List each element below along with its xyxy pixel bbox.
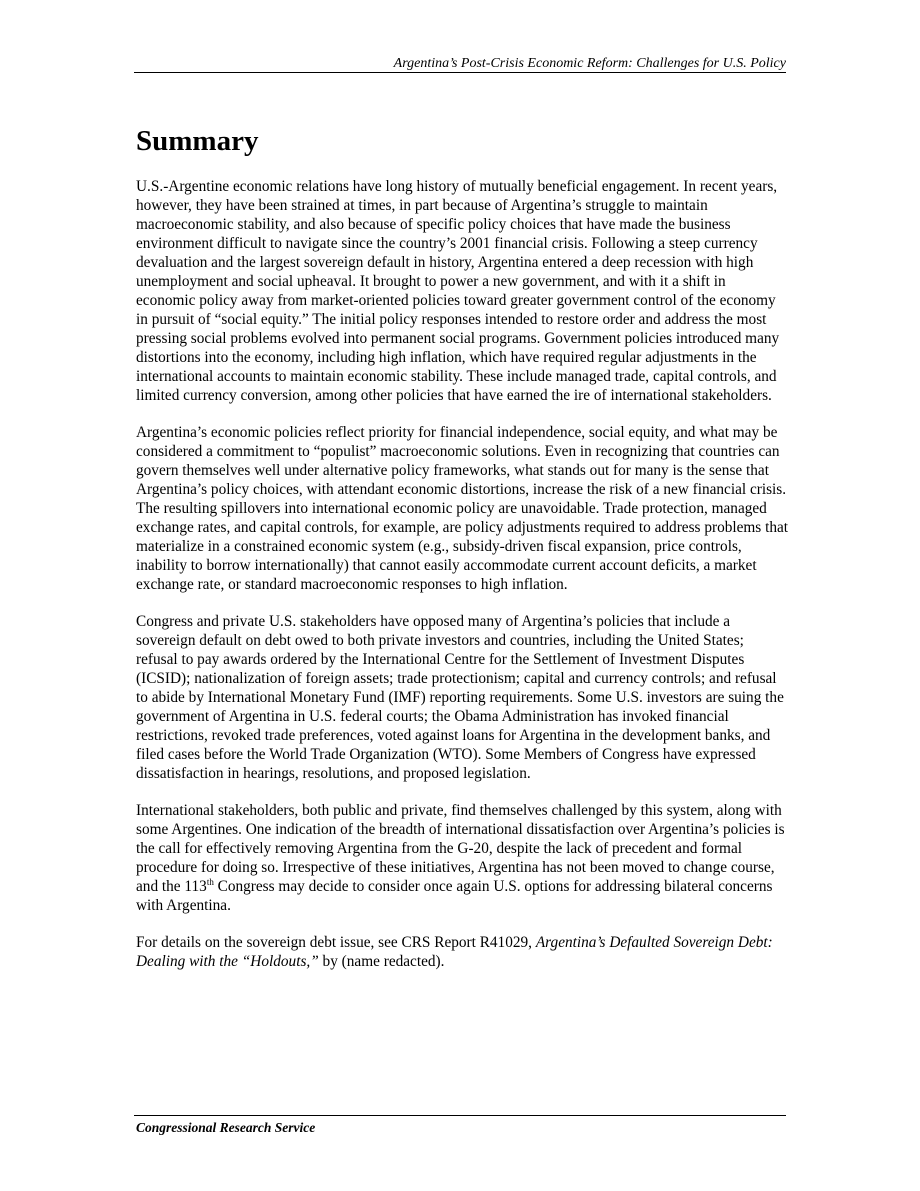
paragraph-4-text-start: International stakeholders, both public and private, find themselves challenged by this system, along with some Argentines. One indication of the breadth of international dissatisfaction over Argentina’s policies is the call for effectively removing Argentina from the G-20, despite the lack of precedent and formal procedure for doing so. Irrespective of these initiatives, Argentina has not been moved to change course, and the 113 — [136, 802, 785, 895]
paragraph-3: Congress and private U.S. stakeholders have opposed many of Argentina’s policies that include a sovereign default on debt owed to both private investors and countries, including the United States; refusal to pay awards ordered by the International Centre for the Settlement of Investment Disputes (ICSID); nationalization of foreign assets; trade protectionism; capital and currency controls; and refusal to abide by International Monetary Fund (IMF) reporting requirements. Some U.S. investors are suing the government of Argentina in U.S. federal courts; the Obama Administration has invoked financial restrictions, revoked trade preferences, voted against loans for Argentina in the development banks, and filed cases before the World Trade Organization (WTO). Some Members of Congress have expressed dissatisfaction in hearings, resolutions, and proposed legislation. — [136, 613, 784, 782]
paragraph-5-text-start: For details on the sovereign debt issue, see CRS Report R41029, — [136, 934, 536, 951]
paragraph-1: U.S.-Argentine economic relations have long history of mutually beneficial engagement. In recent years, however, they have been strained at times, in part because of Argentina’s struggle to maintain macroeconomic stability, and also because of specific policy choices that have made the business environment difficult to navigate since the country’s 2001 financial crisis. Following a steep currency devaluation and the largest sovereign default in history, Argentina entered a deep recession with high unemployment and social upheaval. It brought to power a new government, and with it a shift in economic policy away from market-oriented policies toward greater government control of the economy in pursuit of “social equity.” The initial policy responses intended to restore order and address the most pressing social problems evolved into permanent social programs. Government policies introduced many distortions into the economy, including high inflation, which have required regular adjustments in the international accounts to maintain economic stability. These include managed trade, capital controls, and limited currency conversion, among other policies that have earned the ire of international stakeholders. — [136, 178, 780, 404]
ordinal-superscript: th — [206, 877, 214, 887]
running-header: Argentina’s Post-Crisis Economic Reform: Challenges for U.S. Policy — [393, 56, 786, 71]
footer-divider — [134, 1115, 786, 1116]
paragraph-2: Argentina’s economic policies reflect priority for financial independence, social equity, and what may be considered a commitment to “populist” macroeconomic solutions. Even in recognizing that countries can govern themselves well under alternative policy frameworks, what stands out for many is the sense that Argentina’s policy choices, with attendant economic distortions, increase the risk of a new financial crisis. The resulting spillovers into international economic policy are unavoidable. Trade protection, managed exchange rates, and capital controls, for example, are policy adjustments required to address problems that materialize in a constrained economic system (e.g., subsidy-driven fiscal expansion, price controls, inability to borrow internationally) that cannot easily accommodate current account deficits, a market exchange rate, or standard macroeconomic responses to high inflation. — [136, 424, 789, 593]
summary-body — [136, 177, 788, 989]
paragraph-4-text-end: Congress may decide to consider once again U.S. options for addressing bilateral concerns with Argentina. — [136, 878, 773, 914]
header-divider — [134, 72, 786, 73]
paragraph-5-text-end: by (name redacted). — [318, 953, 445, 970]
paragraph-4 — [136, 801, 788, 915]
report-title-reference: Argentina’s Defaulted Sovereign Debt: Dealing with the “Holdouts,” — [136, 934, 773, 970]
paragraph-5 — [136, 933, 788, 971]
footer-organization: Congressional Research Service — [136, 1120, 316, 1135]
page-title: Summary — [136, 125, 259, 157]
